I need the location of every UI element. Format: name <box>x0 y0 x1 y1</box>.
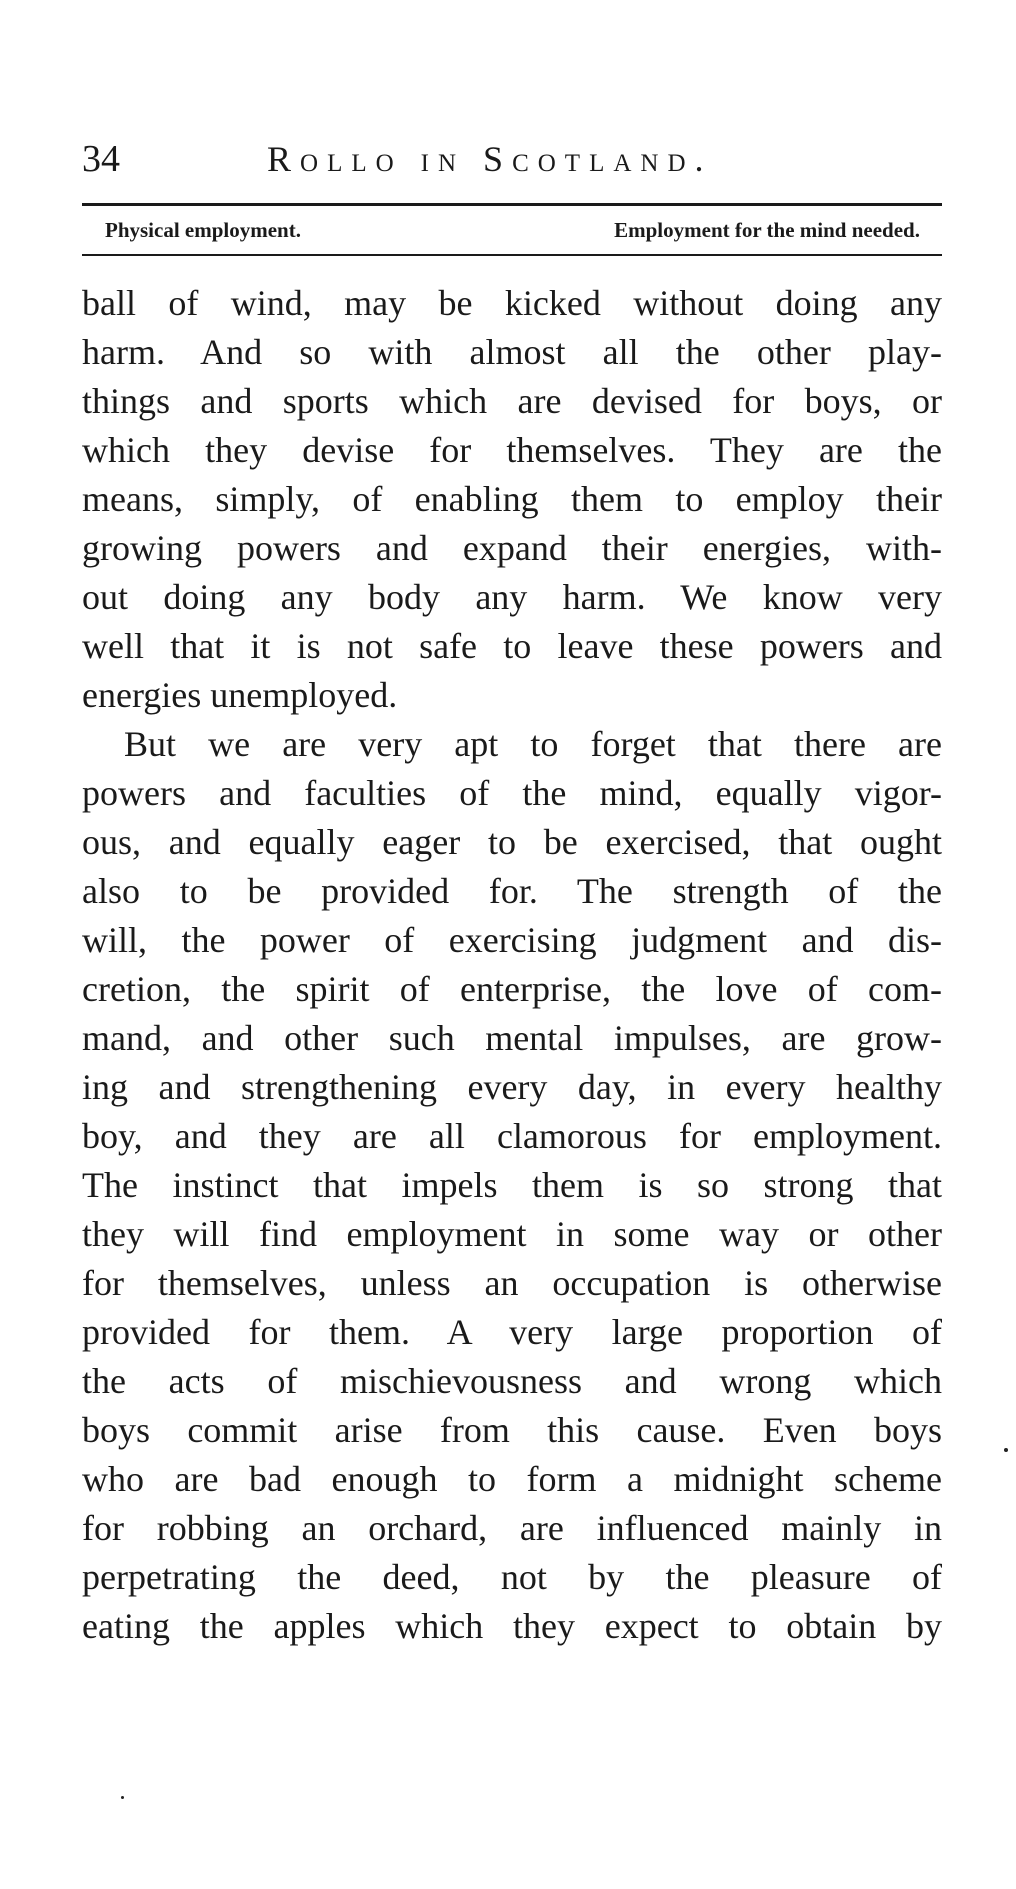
text-line: also to be provided for. The strength of the <box>82 871 942 911</box>
text-line: eating the apples which they expect to obtain by <box>82 1606 942 1646</box>
text-line: ball of wind, may be kicked without doing any <box>82 283 942 323</box>
header-rule-top <box>82 203 942 206</box>
text-line: But we are very apt to forget that there are <box>124 724 942 764</box>
text-line: well that it is not safe to leave these powers and <box>82 626 942 666</box>
text-line: who are bad enough to form a midnight scheme <box>82 1459 942 1499</box>
text-line: perpetrating the deed, not by the pleasure of <box>82 1557 942 1597</box>
text-line: The instinct that impels them is so strong that <box>82 1165 942 1205</box>
running-head <box>82 134 942 184</box>
scan-speck <box>121 1796 124 1799</box>
text-line: they will find employment in some way or other <box>82 1214 942 1254</box>
text-line: for robbing an orchard, are influenced mainly in <box>82 1508 942 1548</box>
body-text <box>82 279 942 1651</box>
text-line: boy, and they are all clamorous for employment. <box>82 1116 942 1156</box>
sidenote-left: Physical employment. <box>105 218 301 242</box>
paragraph-1 <box>82 279 942 720</box>
sidenotes <box>105 212 920 248</box>
book-title: Rollo in Scotland. <box>267 139 713 179</box>
text-line: things and sports which are devised for boys, or <box>82 381 942 421</box>
text-line: for themselves, unless an occupation is otherwise <box>82 1263 942 1303</box>
header-rule-bottom <box>82 254 942 256</box>
scan-speck <box>1004 1448 1008 1452</box>
text-line: mand, and other such mental impulses, are grow- <box>82 1018 942 1058</box>
text-line: boys commit arise from this cause. Even boys <box>82 1410 942 1450</box>
text-line: means, simply, of enabling them to employ their <box>82 479 942 519</box>
text-line: the acts of mischievousness and wrong which <box>82 1361 942 1401</box>
sidenote-right: Employment for the mind needed. <box>614 218 920 242</box>
paragraph-2 <box>82 720 942 1651</box>
text-line: powers and faculties of the mind, equally vigor- <box>82 773 942 813</box>
text-line: cretion, the spirit of enterprise, the love of com- <box>82 969 942 1009</box>
text-line: which they devise for themselves. They are the <box>82 430 942 470</box>
text-line: will, the power of exercising judgment and dis- <box>82 920 942 960</box>
text-line: out doing any body any harm. We know very <box>82 577 942 617</box>
text-line: growing powers and expand their energies, with- <box>82 528 942 568</box>
page-number: 34 <box>82 138 120 180</box>
text-line: provided for them. A very large proportion of <box>82 1312 942 1352</box>
text-line: ing and strengthening every day, in every healthy <box>82 1067 942 1107</box>
text-line: energies unemployed. <box>82 675 398 715</box>
text-line: harm. And so with almost all the other play- <box>82 332 942 372</box>
text-line: ous, and equally eager to be exercised, that ought <box>82 822 942 862</box>
